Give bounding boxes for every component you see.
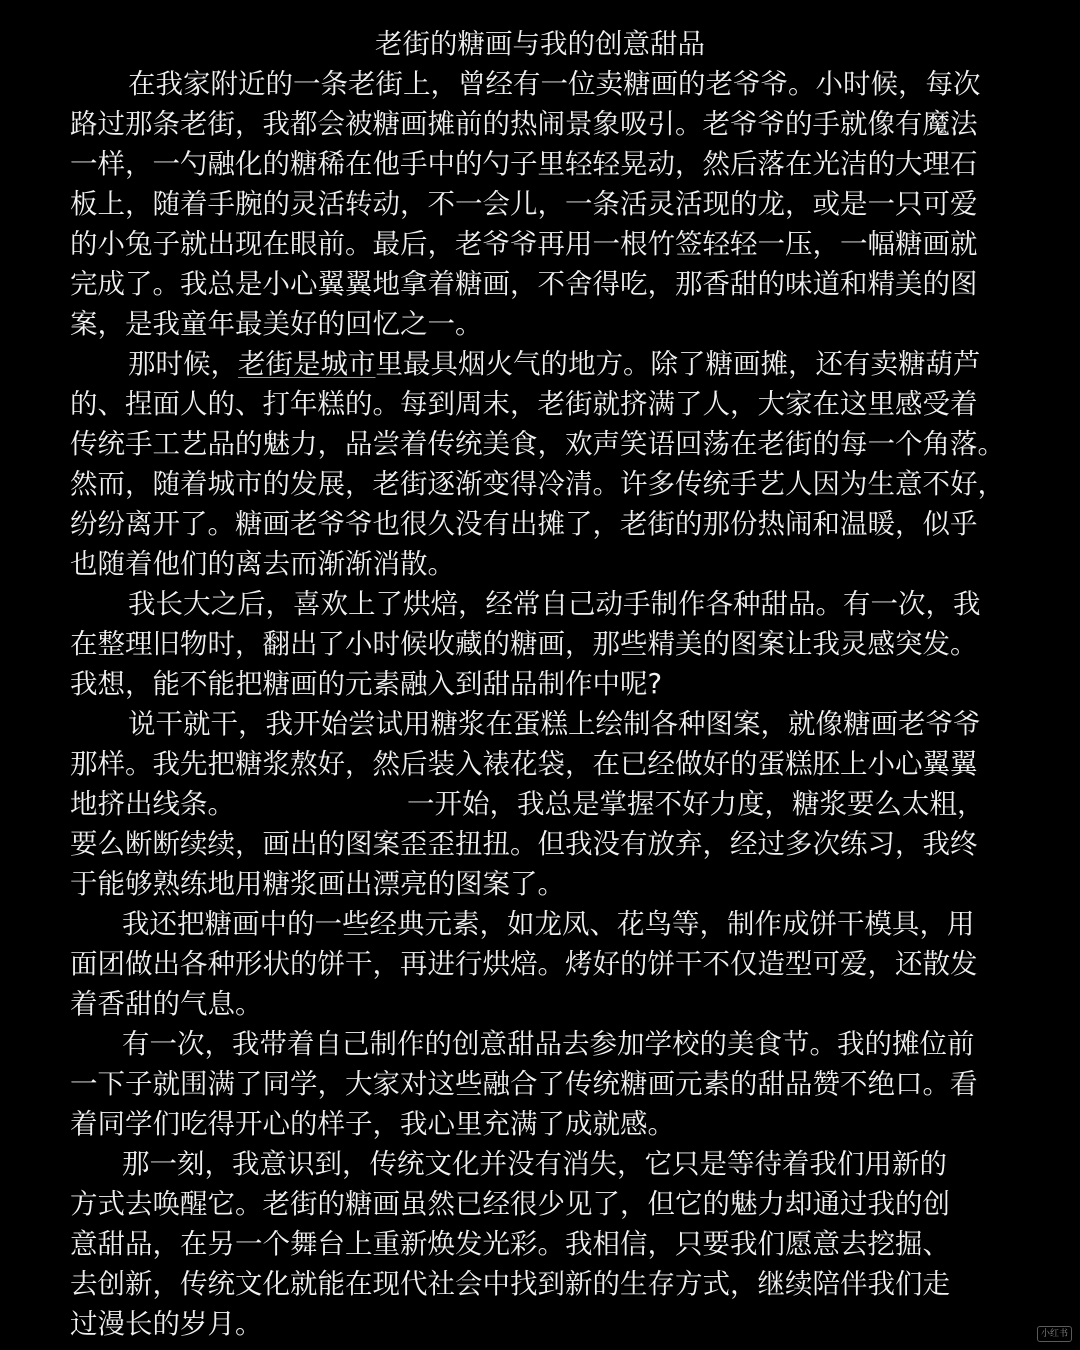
paragraph-3 — [70, 584, 1010, 704]
text-line: 板上，随着手腕的灵活转动，不一会儿，一条活灵活现的龙，或是一只可爱 — [70, 188, 978, 220]
text-line: 我长大之后，喜欢上了烘焙，经常自己动手制作各种甜品。有一次，我 — [128, 588, 981, 620]
paragraph-6 — [70, 1024, 1010, 1144]
text-line: 说干就干，我开始尝试用糖浆在蛋糕上绘制各种图案，就像糖画老爷爷 — [128, 708, 981, 740]
text-line: 于能够熟练地用糖浆画出漂亮的图案了。 — [70, 868, 565, 900]
text-line: 我还把糖画中的一些经典元素，如龙凤、花鸟等，制作成饼干模具，用 — [122, 908, 975, 940]
paragraph-7 — [70, 1144, 1010, 1344]
text-line: 要么断断续续，画出的图案歪歪扭扭。但我没有放弃，经过多次练习，我终 — [70, 828, 978, 860]
text-line: 在我家附近的一条老街上，曾经有一位卖糖画的老爷爷。小时候，每次 — [128, 68, 981, 100]
text-line: 的小兔子就出现在眼前。最后，老爷爷再用一根竹签轻轻一压，一幅糖画就 — [70, 228, 978, 260]
text-segment: 地挤出线条。 — [70, 788, 235, 820]
text-line: 那样。我先把糖浆熬好，然后装入裱花袋，在已经做好的蛋糕胚上小心翼翼 — [70, 748, 978, 780]
text-line: 有一次，我带着自己制作的创意甜品去参加学校的美食节。我的摊位前 — [122, 1028, 975, 1060]
text-line: 纷纷离开了。糖画老爷爷也很久没有出摊了，老街的那份热闹和温暖，似乎 — [70, 508, 978, 540]
text-line: 一下子就围满了同学，大家对这些融合了传统糖画元素的甜品赞不绝口。看 — [70, 1068, 978, 1100]
text-line: 那一刻，我意识到，传统文化并没有消失，它只是等待着我们用新的 — [122, 1148, 947, 1180]
text-segment: 那时候， — [128, 348, 238, 380]
paragraph-1 — [70, 64, 1010, 344]
text-line: 然而，随着城市的发展，老街逐渐变得冷清。许多传统手艺人因为生意不好， — [70, 468, 1005, 500]
paragraph-2 — [70, 344, 1010, 584]
document — [70, 24, 1010, 1344]
text-line: 着同学们吃得开心的样子，我心里充满了成就感。 — [70, 1108, 675, 1140]
text-segment: 一开始，我总是掌握不好力度，糖浆要么太粗， — [407, 788, 985, 820]
text-line: 的、捏面人的、打年糕的。每到周末，老街就挤满了人，大家在这里感受着 — [70, 388, 978, 420]
paragraph-4 — [70, 704, 1010, 904]
text-line: 面团做出各种形状的饼干，再进行烘焙。烤好的饼干不仅造型可爱，还散发 — [70, 948, 978, 980]
text-line — [70, 784, 1010, 824]
paragraph-5 — [70, 904, 1010, 1024]
text-line: 传统手工艺品的魅力，品尝着传统美食，欢声笑语回荡在老街的每一个角落。 — [70, 428, 1005, 460]
underlined-phrase: 老街是城市 — [238, 348, 376, 380]
text-line: 在整理旧物时，翻出了小时候收藏的糖画，那些精美的图案让我灵感突发。 — [70, 628, 978, 660]
text-line: 一样，一勺融化的糖稀在他手中的勺子里轻轻晃动，然后落在光洁的大理石 — [70, 148, 978, 180]
text-line: 也随着他们的离去而渐渐消散。 — [70, 548, 455, 580]
text-line: 去创新，传统文化就能在现代社会中找到新的生存方式，继续陪伴我们走 — [70, 1268, 950, 1300]
text-line: 完成了。我总是小心翼翼地拿着糖画，不舍得吃，那香甜的味道和精美的图 — [70, 268, 978, 300]
text-line: 案，是我童年最美好的回忆之一。 — [70, 308, 483, 340]
text-line: 路过那条老街，我都会被糖画摊前的热闹景象吸引。老爷爷的手就像有魔法 — [70, 108, 978, 140]
text-line: 方式去唤醒它。老街的糖画虽然已经很少见了，但它的魅力却通过我的创 — [70, 1188, 950, 1220]
text-line: 意甜品，在另一个舞台上重新焕发光彩。我相信，只要我们愿意去挖掘、 — [70, 1228, 950, 1260]
text-segment: 里最具烟火气的地方。除了糖画摊，还有卖糖葫芦 — [375, 348, 981, 380]
text-line: 着香甜的气息。 — [70, 988, 263, 1020]
text-line: 过漫长的岁月。 — [70, 1308, 263, 1340]
watermark-logo: 小红书 — [1037, 1326, 1072, 1342]
text-line — [70, 344, 1010, 384]
text-line: 我想，能不能把糖画的元素融入到甜品制作中呢? — [70, 668, 663, 700]
document-title: 老街的糖画与我的创意甜品 — [375, 28, 705, 60]
